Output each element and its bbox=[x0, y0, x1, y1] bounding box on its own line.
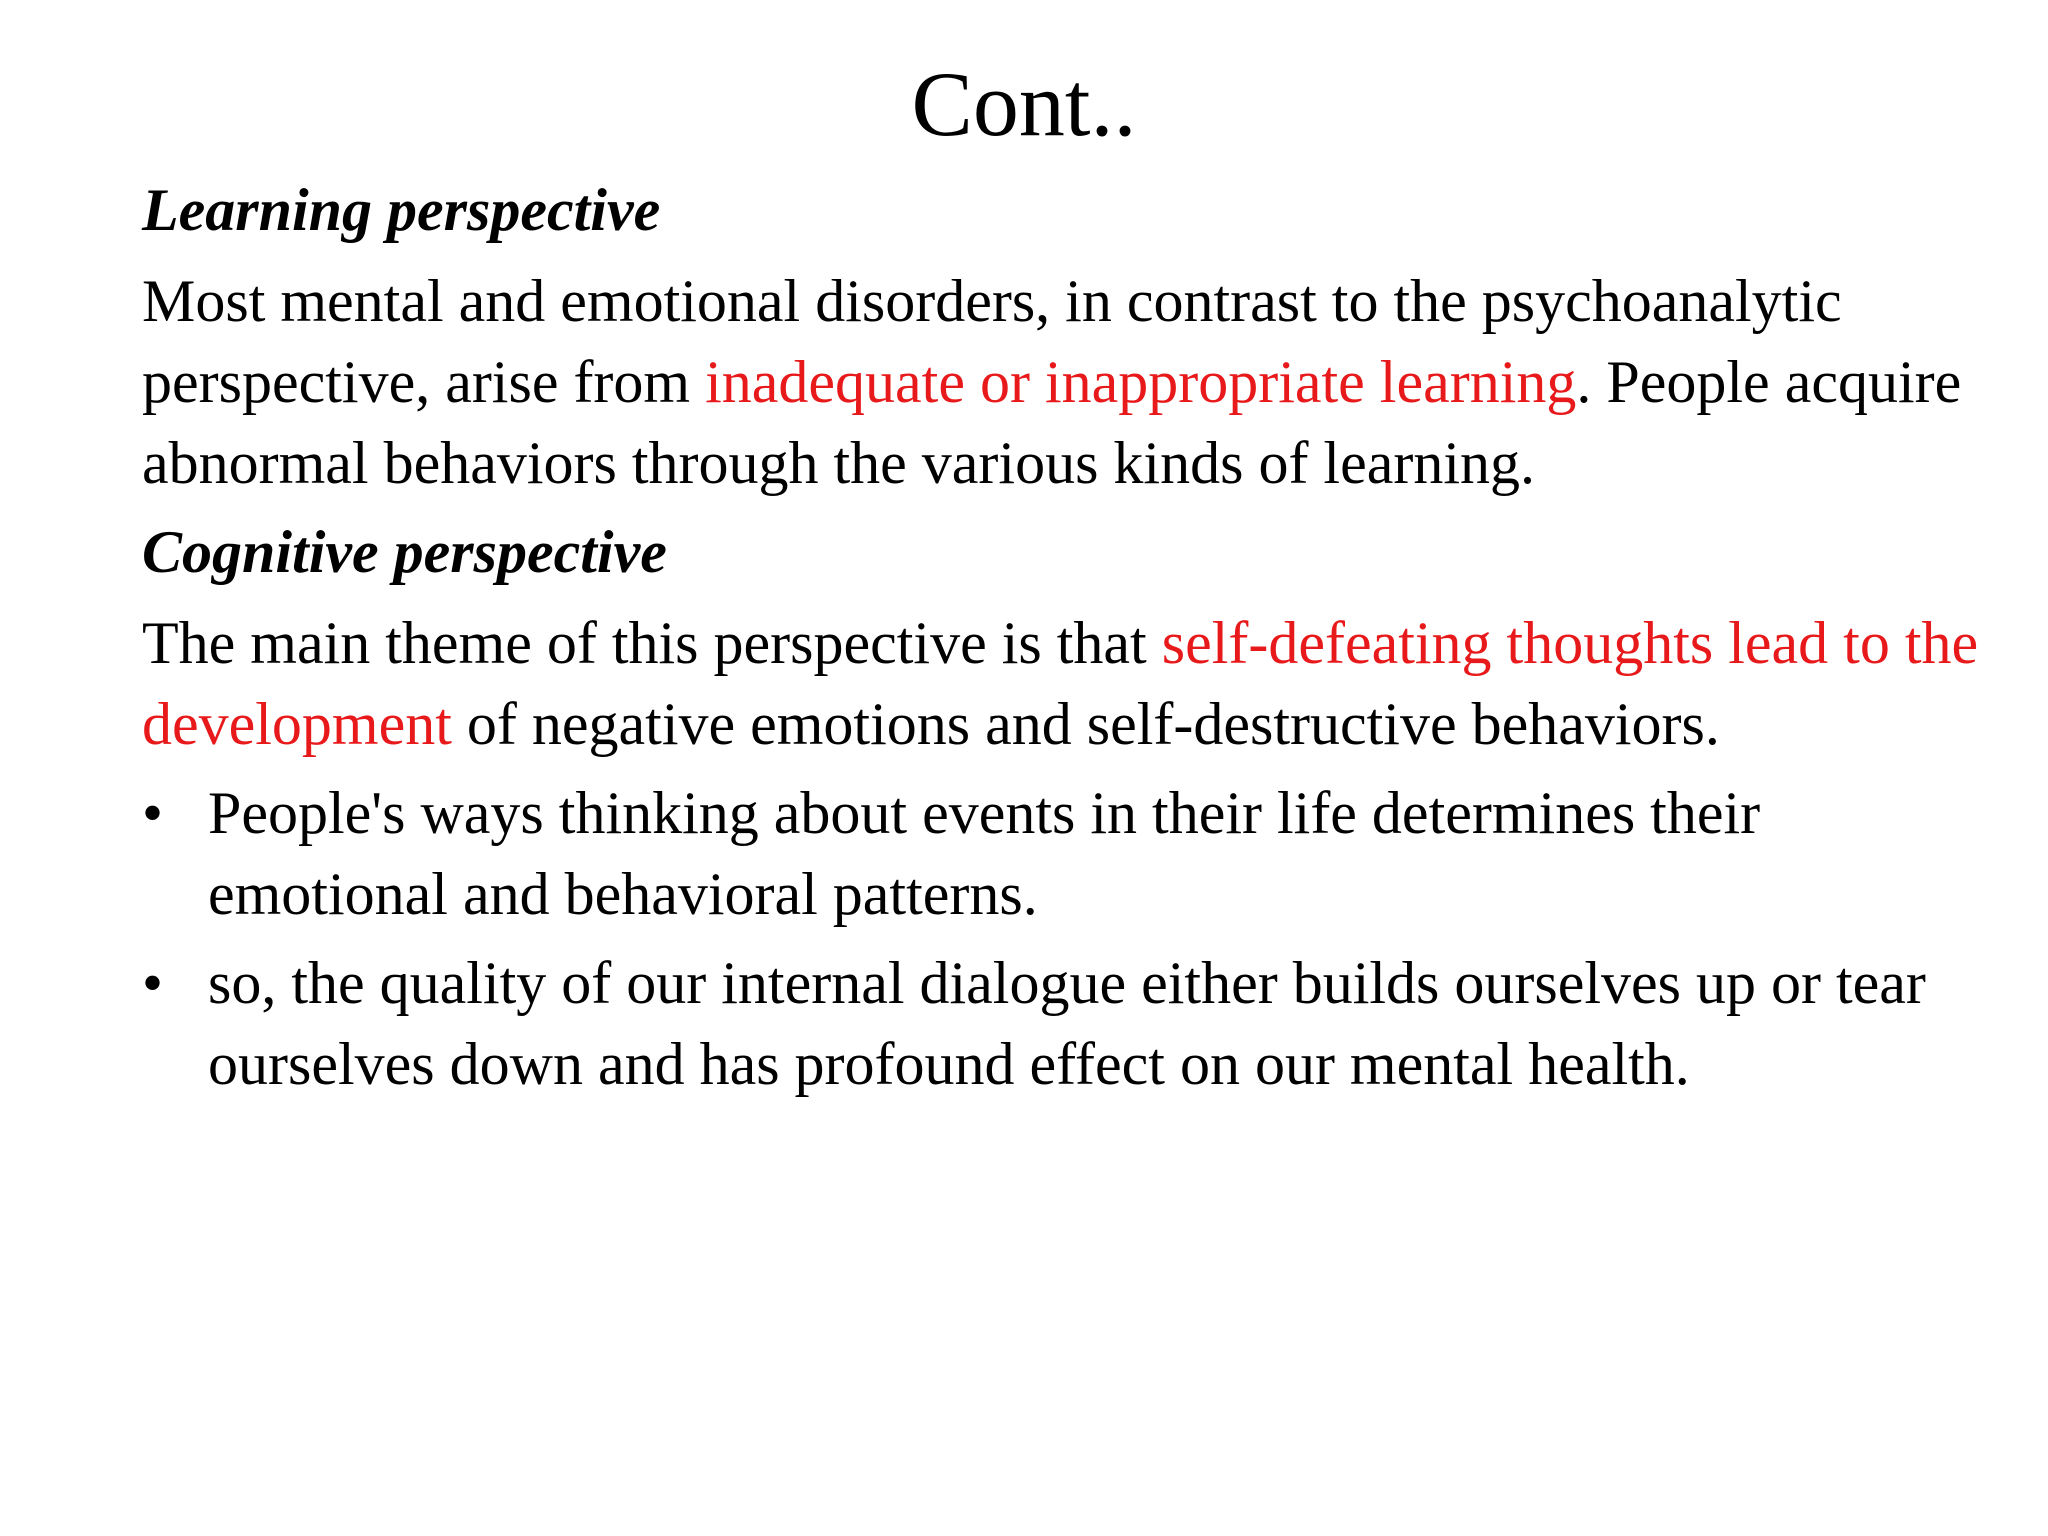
bullet-icon: • bbox=[142, 780, 164, 846]
learning-text-start: Most mental and emotional disorders, in contrast to the psychoanalytic perspective, arise from bbox=[142, 268, 1842, 415]
cognitive-text-start: The main theme of this perspective is that bbox=[142, 610, 1162, 676]
bullet-text: so, the quality of our internal dialogue either builds ourselves up or tear ourselves down and has profound effect on our mental health. bbox=[208, 950, 1926, 1097]
bullet-list bbox=[142, 773, 1982, 1105]
learning-perspective-heading: Learning perspective bbox=[142, 177, 661, 243]
slide-content bbox=[142, 170, 1982, 1105]
learning-highlight: inadequate or inappropriate learning bbox=[705, 349, 1577, 415]
bullet-icon: • bbox=[142, 950, 164, 1016]
bullet-text: People's ways thinking about events in their life determines their emotional and behavioral patterns. bbox=[208, 780, 1761, 927]
cognitive-highlight: self-defeating thoughts lead to the development bbox=[142, 610, 1979, 757]
list-item bbox=[142, 943, 1982, 1105]
cognitive-text-end: of negative emotions and self-destructive behaviors. bbox=[451, 691, 1720, 757]
cognitive-perspective-paragraph bbox=[142, 603, 1982, 765]
learning-text-end: . People acquire abnormal behaviors through the various kinds of learning. bbox=[142, 349, 1962, 496]
slide-title: Cont.. bbox=[911, 53, 1137, 155]
learning-perspective-paragraph bbox=[142, 261, 1982, 504]
list-item bbox=[142, 773, 1982, 935]
cognitive-perspective-heading: Cognitive perspective bbox=[142, 519, 667, 585]
